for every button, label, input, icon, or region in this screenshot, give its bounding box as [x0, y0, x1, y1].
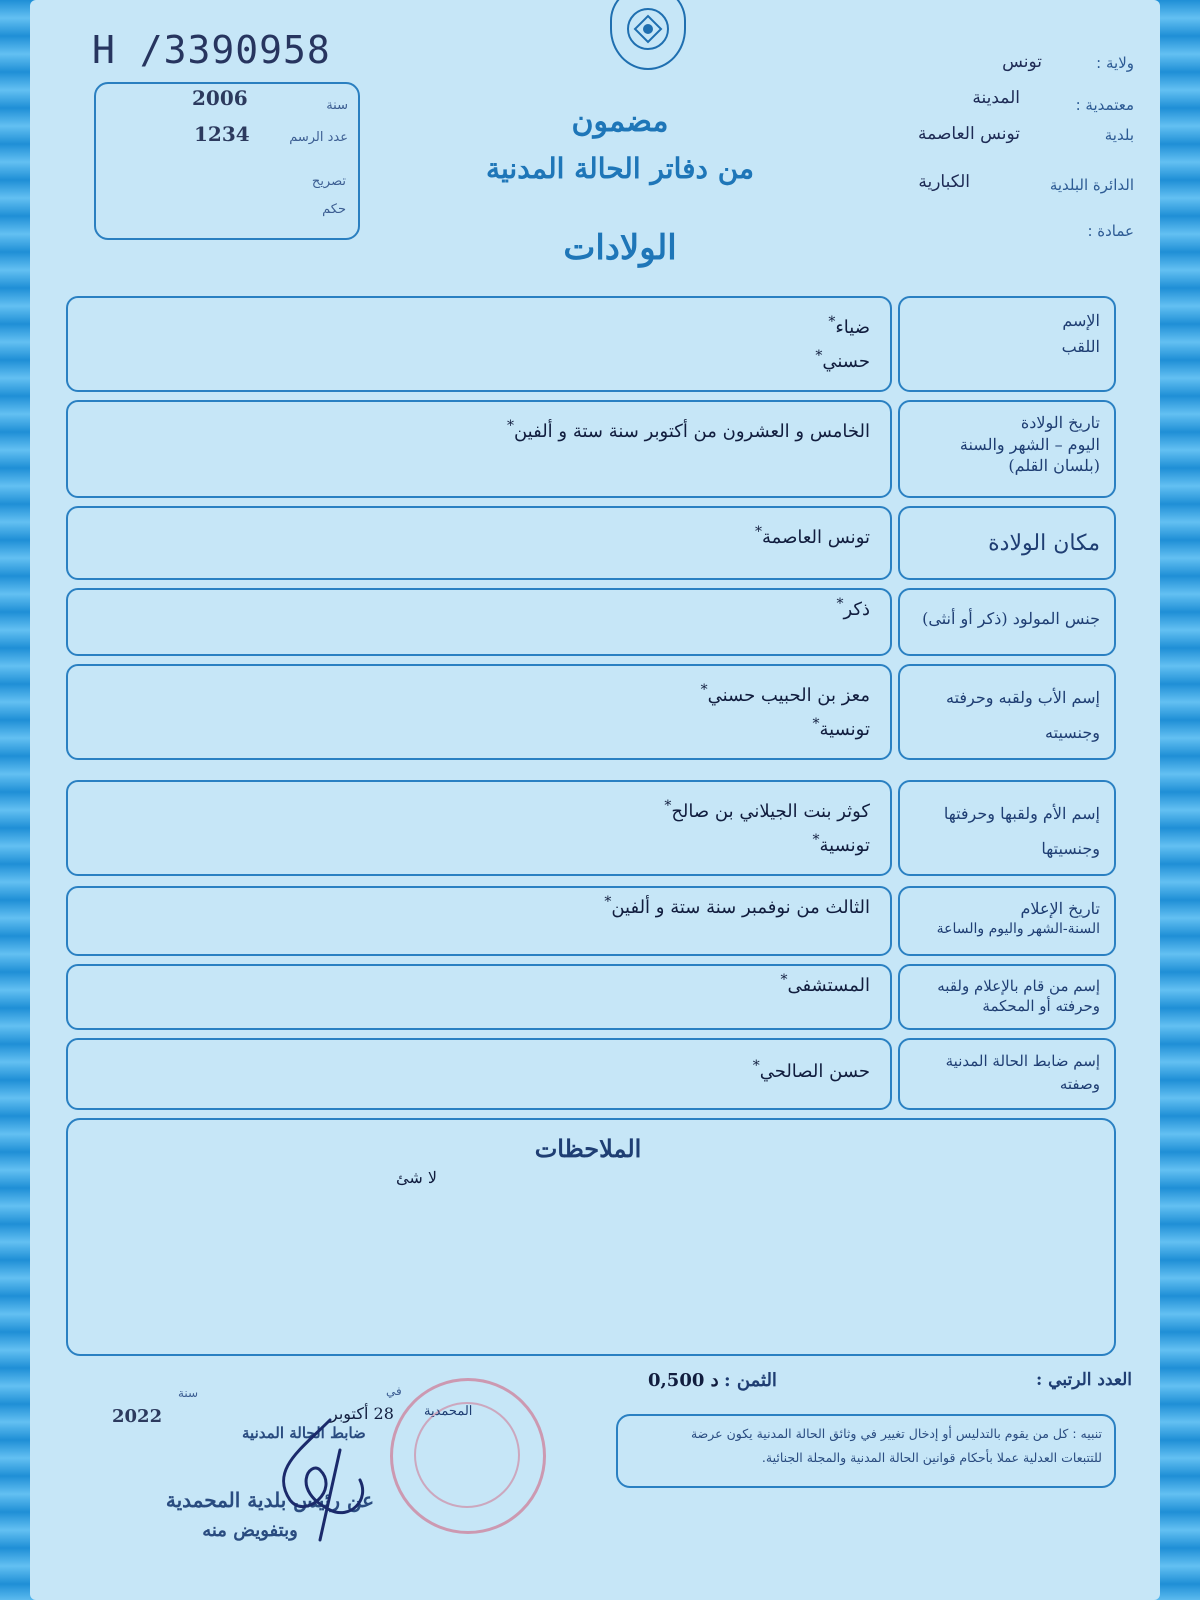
declarant-label-line2: وحرفته أو المحكمة: [982, 997, 1100, 1016]
officer-title: ضابط الحالة المدنية: [242, 1424, 366, 1442]
footer-in-label: في: [386, 1384, 402, 1398]
father-label: [898, 664, 1116, 760]
sex-label: [898, 588, 1116, 656]
signature-icon: [260, 1410, 390, 1550]
footer-year: 2022: [112, 1406, 163, 1427]
name-label: [898, 296, 1116, 392]
officer-label-line2: وصفته: [1059, 1074, 1100, 1093]
reg-number: 1234: [194, 122, 250, 146]
declaration-label: تصريح: [311, 174, 346, 189]
birth-date-label-line1: تاريخ الولادة: [1020, 413, 1100, 432]
daira-label: الدائرة البلدية: [1049, 176, 1134, 194]
baladiya-value: تونس العاصمة: [918, 124, 1020, 144]
father-label-line1: إسم الأب ولقبه وحرفته: [946, 688, 1100, 707]
legal-notice: [616, 1414, 1116, 1488]
birth-certificate: [30, 0, 1160, 1600]
father-name: معز بن الحبيب حسني *: [88, 678, 870, 712]
mother-label: [898, 780, 1116, 876]
declarant-text: المستشفى *: [88, 968, 870, 1002]
officer-label-line1: إسم ضابط الحالة المدنية: [945, 1052, 1100, 1070]
declarant-label-line1: إسم من قام بالإعلام ولقبه: [937, 977, 1100, 995]
serial-number-label: العدد الرتبي :: [1035, 1370, 1132, 1390]
birth-date-label-line3: (بلسان القلم): [1008, 456, 1100, 476]
father-nationality: تونسية *: [88, 712, 870, 746]
sex-label-text: جنس المولود (ذكر أو أنثى): [922, 609, 1100, 628]
price-label: الثمن :: [724, 1370, 777, 1391]
mother-label-line2: وجنسيتها: [1041, 839, 1100, 859]
birth-place-label: [898, 506, 1116, 580]
birth-date-label: [898, 400, 1116, 498]
mother-label-line1: إسم الأم ولقبها وحرفتها: [943, 804, 1100, 823]
title-madmoun: مضمون: [571, 104, 669, 139]
footer-year-label: سنة: [178, 1386, 199, 1400]
baladiya-label: بلدية: [1104, 126, 1134, 144]
wilaya-value: تونس: [1002, 52, 1042, 72]
officer-value: [66, 1038, 892, 1110]
section-title: الولادات: [563, 228, 677, 268]
notice-line1: تنبيه : كل من يقوم بالتدليس أو إدخال تغيير في وثائق الحالة المدنية يكون عرضة: [690, 1426, 1102, 1441]
remarks-title: الملاحظات: [534, 1134, 642, 1163]
remarks-box: [66, 1118, 1116, 1356]
price-value: 0,500 د: [648, 1370, 719, 1391]
signer-line2: وبتفويض منه: [202, 1520, 298, 1541]
footer-date: 28 أكتوبر: [330, 1404, 394, 1423]
omada-label: عمادة :: [1087, 222, 1134, 240]
declaration-date-value: [66, 886, 892, 956]
officer-text: حسن الصالحي *: [88, 1054, 870, 1088]
reg-year-label: سنة: [326, 98, 348, 113]
birth-place-value: [66, 506, 892, 580]
declaration-date-label-line2: السنة-الشهر واليوم والساعة: [936, 920, 1100, 937]
remarks-value: لا شئ: [396, 1168, 437, 1187]
reg-year: 2006: [192, 86, 248, 110]
daira-value: الكبارية: [918, 172, 970, 192]
declaration-date-label: [898, 886, 1116, 956]
birth-date-label-line2: اليوم – الشهر والسنة: [959, 434, 1100, 454]
birth-date-text: الخامس و العشرون من أكتوبر سنة ستة و ألفين *: [88, 414, 870, 448]
title-registers: من دفاتر الحالة المدنية: [485, 152, 755, 185]
mother-value: [66, 780, 892, 876]
declarant-value: [66, 964, 892, 1030]
birth-place-label-text: مكان الولادة: [988, 531, 1100, 556]
mootamadiya-label: معتمدية :: [1075, 96, 1134, 114]
sex-value: [66, 588, 892, 656]
officer-label: [898, 1038, 1116, 1110]
first-name-label: الإسم: [1062, 311, 1100, 330]
signer-line1: عن رئيس بلدية المحمدية: [165, 1488, 375, 1512]
declaration-date-text: الثالث من نوفمبر سنة ستة و ألفين *: [88, 890, 870, 924]
mother-name: كوثر بنت الجيلاني بن صالح *: [88, 794, 870, 828]
mootamadiya-value: المدينة: [972, 88, 1020, 108]
registration-box: [94, 82, 360, 240]
birth-place-text: تونس العاصمة *: [88, 520, 870, 554]
right-border: [1154, 0, 1200, 1600]
reg-number-label: عدد الرسم: [289, 130, 348, 145]
serial-number: H /3390958: [92, 28, 331, 72]
notice-line2: للتتبعات العدلية عملا بأحكام قوانين الحالة المدنية والمجلة الجنائية.: [761, 1449, 1102, 1465]
declarant-label: [898, 964, 1116, 1030]
surname-label: اللقب: [1061, 336, 1100, 356]
declaration-date-label-line1: تاريخ الإعلام: [1020, 899, 1100, 918]
judgment-label: حكم: [322, 202, 346, 217]
father-value: [66, 664, 892, 760]
surname-value: حسني *: [88, 344, 870, 378]
birth-date-value: [66, 400, 892, 498]
father-label-line2: وجنسيته: [1045, 723, 1100, 743]
name-value: [66, 296, 892, 392]
mother-nationality: تونسية *: [88, 828, 870, 862]
footer-place: المحمدية: [424, 1404, 473, 1419]
wilaya-label: ولاية :: [1096, 54, 1134, 72]
first-name-value: ضياء *: [88, 310, 870, 344]
state-emblem-icon: [610, 0, 686, 70]
sex-text: ذكر *: [88, 592, 870, 626]
